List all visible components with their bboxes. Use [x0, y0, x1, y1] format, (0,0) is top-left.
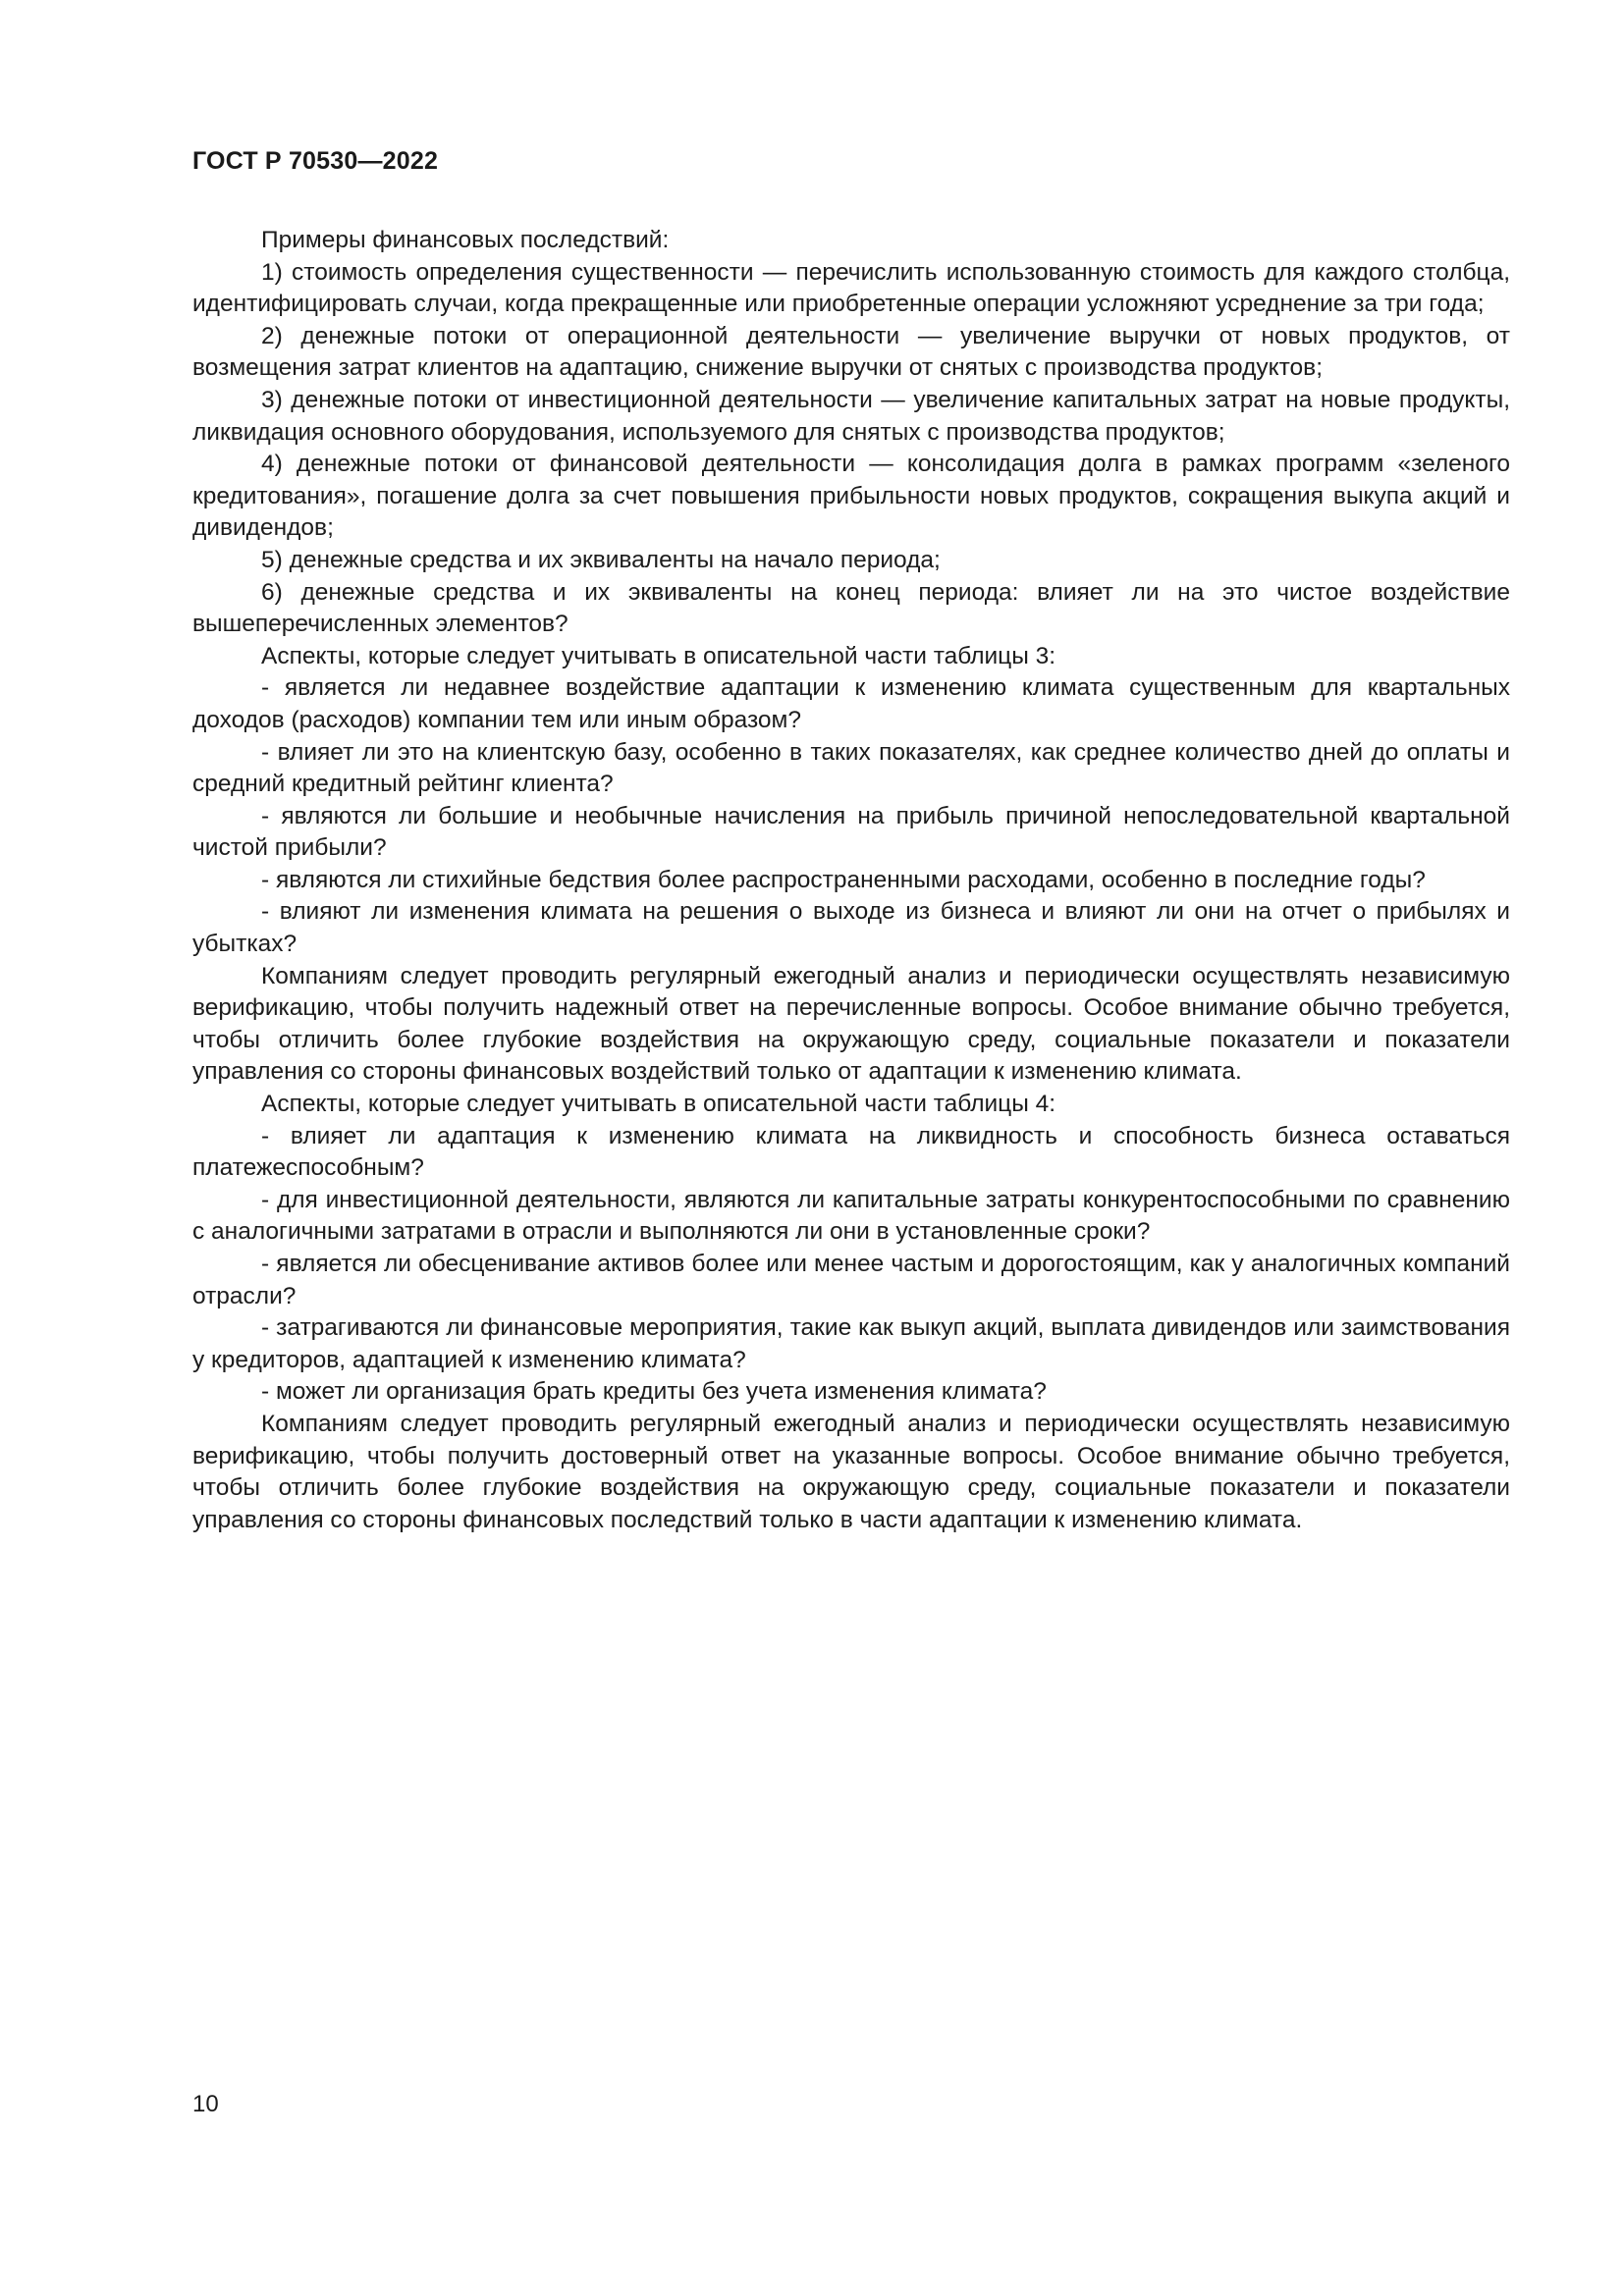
paragraph: Компаниям следует проводить регулярный ежегодный анализ и периодически осуществлять независимую верификацию, чтобы получить надежный ответ на перечисленные вопросы. Особое внимание обычно требуется, чтобы отличить более глубокие воздействия на окружающую среду, социальные показатели и показатели управления со стороны финансовых воздействий только от адаптации к изменению климата.	[192, 962, 1510, 1086]
list-item: - являются ли стихийные бедствия более распространенными расходами, особенно в последние годы?	[261, 866, 1426, 893]
paragraph: Аспекты, которые следует учитывать в описательной части таблицы 4:	[261, 1091, 1056, 1118]
list-item: - является ли обесценивание активов более или менее частым и дорогостоящим, как у аналогичных компаний отрасли?	[192, 1251, 1510, 1309]
list-item: 3) денежные потоки от инвестиционной деятельности — увеличение капитальных затрат на новые продукты, ликвидация основного оборудования, используемого для снятых с производства продуктов;	[192, 386, 1510, 446]
list-item: - влияют ли изменения климата на решения о выходе из бизнеса и влияют ли они на отчет о прибылях и убытках?	[192, 898, 1510, 958]
list-item: - влияет ли это на клиентскую базу, особенно в таких показателях, как среднее количество дней до оплаты и средний кредитный рейтинг клиента?	[192, 738, 1510, 798]
list-item: - являются ли большие и необычные начисления на прибыль причиной непоследовательной квартальной чистой прибыли?	[192, 802, 1510, 862]
paragraph: Аспекты, которые следует учитывать в описательной части таблицы 3:	[261, 642, 1056, 669]
document-header-id: ГОСТ Р 70530—2022	[192, 147, 439, 175]
list-item: - затрагиваются ли финансовые мероприятия, такие как выкуп акций, выплата дивидендов или заимствования у кредиторов, адаптацией к изменению климата?	[192, 1314, 1510, 1373]
list-item: 1) стоимость определения существенности — перечислить использованную стоимость для каждого столбца, идентифицировать случаи, когда прекращенные или приобретенные операции усложняют усреднение за три года;	[192, 258, 1510, 318]
list-item: - является ли недавнее воздействие адаптации к изменению климата существенным для квартальных доходов (расходов) компании тем или иным образом?	[192, 674, 1510, 733]
list-item: 2) денежные потоки от операционной деятельности — увеличение выручки от новых продуктов, от возмещения затрат клиентов на адаптацию, снижение выручки от снятых с производства продуктов;	[192, 322, 1510, 382]
list-item: 5) денежные средства и их эквиваленты на начало периода;	[261, 546, 941, 573]
list-item: - может ли организация брать кредиты без учета изменения климата?	[261, 1378, 1047, 1406]
page-number: 10	[192, 2091, 219, 2117]
paragraph: Компаниям следует проводить регулярный ежегодный анализ и периодически осуществлять независимую верификацию, чтобы получить достоверный ответ на указанные вопросы. Особое внимание обычно требуется, чтобы отличить более глубокие воздействия на окружающую среду, социальные показатели и показатели управления со стороны финансовых последствий только в части адаптации к изменению климата.	[192, 1410, 1510, 1533]
document-body	[192, 225, 1510, 1536]
paragraph: Примеры финансовых последствий:	[261, 227, 670, 253]
list-item: - для инвестиционной деятельности, являются ли капитальные затраты конкурентоспособными по сравнению с аналогичными затратами в отрасли и выполняются ли они в установленные сроки?	[192, 1186, 1510, 1246]
list-item: - влияет ли адаптация к изменению климата на ликвидность и способность бизнеса оставаться платежеспособным?	[192, 1122, 1510, 1182]
list-item: 4) денежные потоки от финансовой деятельности — консолидация долга в рамках программ «зеленого кредитования», погашение долга за счет повышения прибыльности новых продуктов, сокращения выкупа акций и дивидендов;	[192, 451, 1510, 542]
list-item: 6) денежные средства и их эквиваленты на конец периода: влияет ли на это чистое воздействие вышеперечисленных элементов?	[192, 578, 1510, 638]
